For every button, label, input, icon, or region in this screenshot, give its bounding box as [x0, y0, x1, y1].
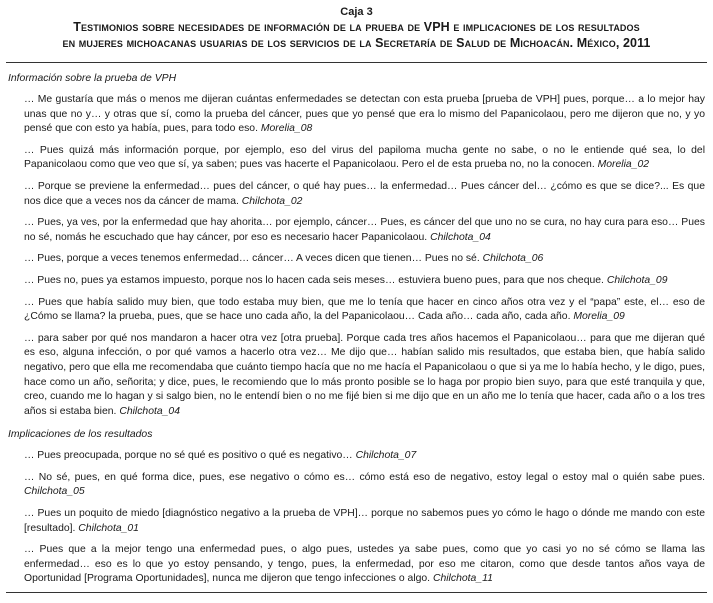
quote-text: … Pues, ya ves, por la enfermedad que hay ahorita… por ejemplo, cáncer… Pues, es cáncer del que uno no se cura, no hay cura para eso… Pues no sé, nomás he escuchado que hay cáncer, por eso es necesario hacer Papanicolaou.	[24, 217, 705, 243]
box-label: Caja 3	[340, 6, 373, 18]
quote-item	[24, 332, 705, 420]
quote-text: … Me gustaría que más o menos me dijeran cuántas enfermedades se detectan con esta prueba [prueba de VPH] pues, porque… a lo mejor hay unas que no y… y otras que sí, como la prueba del cáncer, pues que yo pensé que era lo mismo del Papanicolaou, pero me dijeron que no, y yo pensé que con esto ya había, pues, para todo eso.	[24, 94, 705, 135]
quote-text: … Porque se previene la enfermedad… pues del cáncer, o qué hay pues… la enfermedad… Pues cáncer del… ¿cómo es que se dice?... Es que nos dice que a veces nos da cáncer de mama.	[24, 180, 705, 207]
quote-text: … No sé, pues, en qué forma dice, pues, ese negativo o cómo es… cómo está eso de negativo, estoy legal o estoy mal o quién sabe pues.	[24, 471, 705, 483]
quote-item	[24, 296, 705, 325]
quote-text: … Pues no, pues ya estamos impuesto, porque nos lo hacen cada seis meses… estuviera bueno pues, para que nos cheque.	[24, 274, 604, 286]
quote-item	[24, 471, 705, 500]
section-heading-implications: Implicaciones de los resultados	[8, 429, 153, 441]
box-title-line-1: Testimonios sobre necesidades de información de la prueba de VPH e implicaciones de los resultados	[73, 20, 640, 34]
quote-item	[24, 507, 705, 536]
quote-source: Morelia_02	[597, 159, 650, 171]
quote-source: Chilchota_06	[482, 253, 544, 265]
quote-source: Chilchota_01	[78, 522, 139, 534]
quote-text: … para saber por qué nos mandaron a hacer otra vez [otra prueba]. Porque cada tres años hacemos el Papanicolaou… para que me dijeran qué es eso, alguna infección, o por qué vamos a hacerlo otra vez… Me dijo que… habían salido mis resultados, que estaba bien, que había salido negativo, pero que ella me recomendaba que cuánto tiempo hacía que no me hacía el Papanicolaou o que si ya me lo había hecho, y le digo, pues, hace como un año, señorita; y dice, pues, le recomiendo que lo más pronto posible se lo haga por propio bien suyo, para que esté tranquila y que, creo, cuando me lo hagan y si salgo bien, no le entendí bien o no me fijé bien si me dijo que en un año me lo tenía que hacer, cada año o a los tres años si estaba bien.	[24, 332, 705, 417]
quote-source: Chilchota_04	[430, 231, 491, 243]
quote-text: … Pues un poquito de miedo [diagnóstico negativo a la prueba de VPH]… porque no sabemos pues yo cómo le hago o dónde me mando con este [resultado].	[24, 508, 705, 534]
quote-source: Chilchota_05	[24, 486, 85, 498]
quote-text: … Pues, porque a veces tenemos enfermedad… cáncer… A veces dicen que tienen… Pues no sé.	[24, 253, 480, 265]
quote-text: … Pues preocupada, porque no sé qué es positivo o qué es negativo…	[24, 450, 353, 462]
quote-source: Chilchota_02	[241, 195, 303, 207]
quote-source: Chilchota_07	[355, 450, 417, 462]
quote-item	[24, 144, 705, 173]
top-rule	[6, 62, 707, 63]
quote-source: Chilchota_09	[606, 274, 668, 286]
quote-item	[24, 274, 705, 289]
quote-source: Chilchota_04	[119, 405, 180, 417]
quote-item	[24, 543, 705, 587]
box-body	[0, 72, 713, 587]
quote-text: … Pues que a la mejor tengo una enfermedad pues, o algo pues, ustedes ya sabe pues, como que yo casi yo no sé cómo se llama las enfermedad… eso es lo que yo estoy pensando, y tengo, pues, la enfermedad, por eso me citaron, como que desde tantos años vaya de Oportunidad [Programa Oportunidades], nunca me dijeron que tengo infecciones o algo.	[24, 544, 705, 585]
quote-text: … Pues que había salido muy bien, que todo estaba muy bien, que me lo tenía que hacer en cinco años otra vez y el “papa” este, el… eso de ¿Cómo se llama? la prueba, pues, que se hace uno cada año, la del Papanicolaou… Cada año… cada año, cada año.	[24, 296, 705, 323]
quote-item	[24, 180, 705, 209]
box-title-line-2: en mujeres michoacanas usuarias de los servicios de la Secretaría de Salud de Michoacán. México, 2011	[62, 36, 651, 50]
quote-source: Chilchota_11	[432, 573, 493, 585]
quote-text: … Pues quizá más información porque, por ejemplo, eso del virus del papiloma mucha gente no sabe, o no le entiende qué sea, lo del Papanicolaou como que veo que sí, ya saben; pues vas hacerte el Papanicolaou. Pero el de esta prueba no, no la conocen.	[24, 144, 705, 171]
section-heading-info: Información sobre la prueba de VPH	[8, 73, 177, 84]
bottom-rule	[6, 592, 707, 593]
box-header	[0, 0, 713, 51]
quote-item	[24, 93, 705, 137]
quote-source: Morelia_09	[573, 311, 625, 323]
quote-item	[24, 449, 705, 464]
quote-source: Morelia_08	[260, 123, 313, 135]
quote-item	[24, 252, 705, 267]
quote-item	[24, 216, 705, 245]
